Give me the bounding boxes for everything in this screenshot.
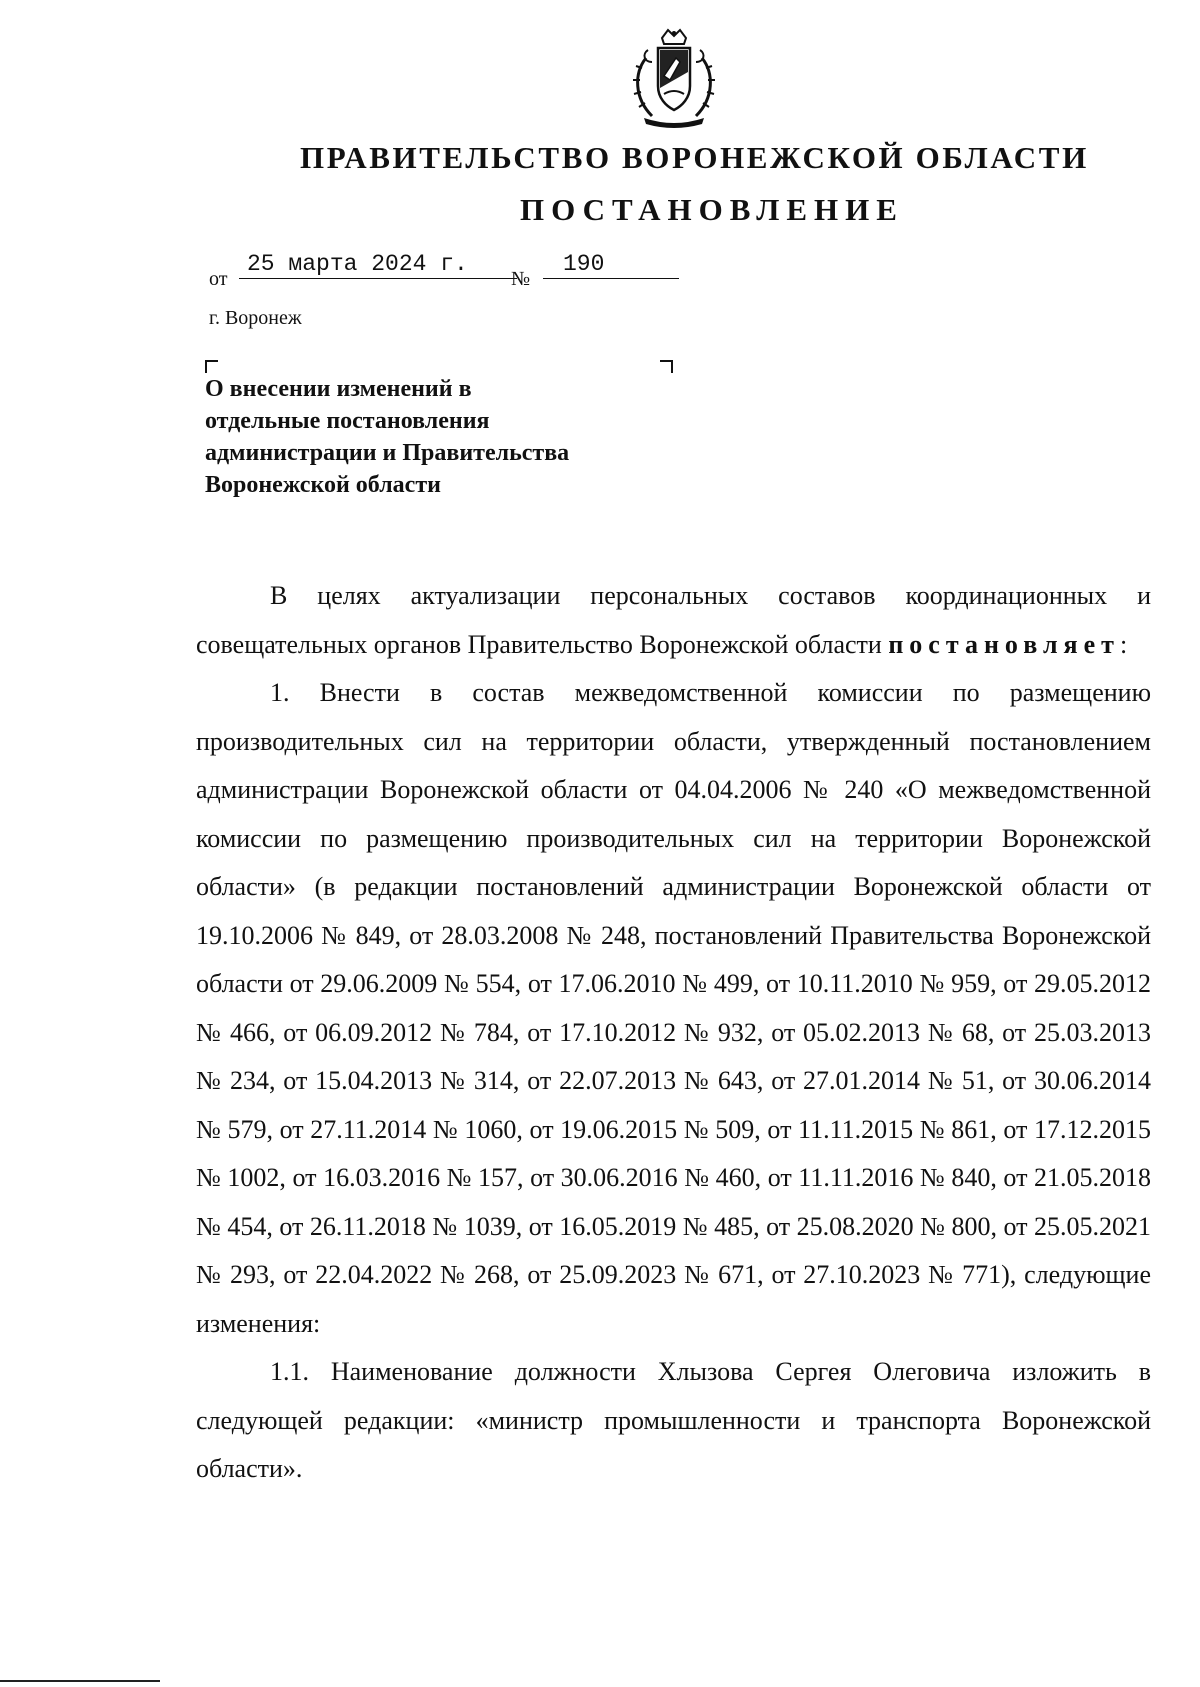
document-type: ПОСТАНОВЛЕНИЕ xyxy=(520,192,904,227)
item-1-1-paragraph: 1.1. Наименование должности Хлызова Сергея Олеговича изложить в следующей редакции: «министр промышленности и транспорта Воронежской области». xyxy=(196,1357,1151,1483)
subject-line: отдельные постановления xyxy=(205,408,490,434)
decree-colon: : xyxy=(1119,629,1128,659)
from-label: от xyxy=(209,268,228,290)
document-body xyxy=(196,572,1151,1494)
page-bottom-rule xyxy=(0,1680,160,1682)
preamble-paragraph xyxy=(196,572,1151,669)
subject-bracket-left xyxy=(205,360,218,373)
document-date: 25 марта 2024 г. xyxy=(239,250,517,279)
subject-line: О внесении изменений в xyxy=(205,376,472,402)
subject-line: администрации и Правительства xyxy=(205,440,570,466)
item-1-paragraph: 1. Внести в состав межведомственной комиссии по размещению производительных сил на территории области, утвержденный постановлением администрации Воронежской области от 04.04.2006 № 240 «О межведомственной комиссии по размещению производительных сил на территории Воронежской области» (в редакции постановлений администрации Воронежской области от 19.10.2006 № 849, от 28.03.2008 № 248, постановлений Правительства Воронежской области от 29.06.2009 № 554, от 17.06.2010 № 499, от 10.11.2010 № 959, от 29.05.2012 № 466, от 06.09.2012 № 784, от 17.10.2012 № 932, от 05.02.2013 № 68, от 25.03.2013 № 234, от 15.04.2013 № 314, от 22.07.2013 № 643, от 27.01.2014 № 51, от 30.06.2014 № 579, от 27.11.2014 № 1060, от 19.06.2015 № 509, от 11.11.2015 № 861, от 17.12.2015 № 1002, от 16.03.2016 № 157, от 30.06.2016 № 460, от 11.11.2016 № 840, от 21.05.2018 № 454, от 26.11.2018 № 1039, от 16.05.2019 № 485, от 25.08.2020 № 800, от 25.05.2021 № 293, от 22.04.2022 № 268, от 25.09.2023 № 671, от 27.10.2023 № 771), следующие изменения: xyxy=(196,678,1151,1338)
subject-bracket-right xyxy=(660,360,673,373)
number-label: № xyxy=(511,268,531,290)
government-title: ПРАВИТЕЛЬСТВО ВОРОНЕЖСКОЙ ОБЛАСТИ xyxy=(300,140,1089,175)
document-number: 190 xyxy=(543,250,679,279)
decree-word: постановляет xyxy=(888,629,1120,659)
coat-of-arms-icon xyxy=(624,28,724,130)
document-subject xyxy=(205,373,665,501)
date-number-line xyxy=(209,250,689,290)
preamble-text: В целях актуализации персональных составов координационных и совещательных органов Правительство Воронежской области xyxy=(196,581,1151,659)
city-label: г. Воронеж xyxy=(209,307,302,329)
subject-line: Воронежской области xyxy=(205,472,441,498)
